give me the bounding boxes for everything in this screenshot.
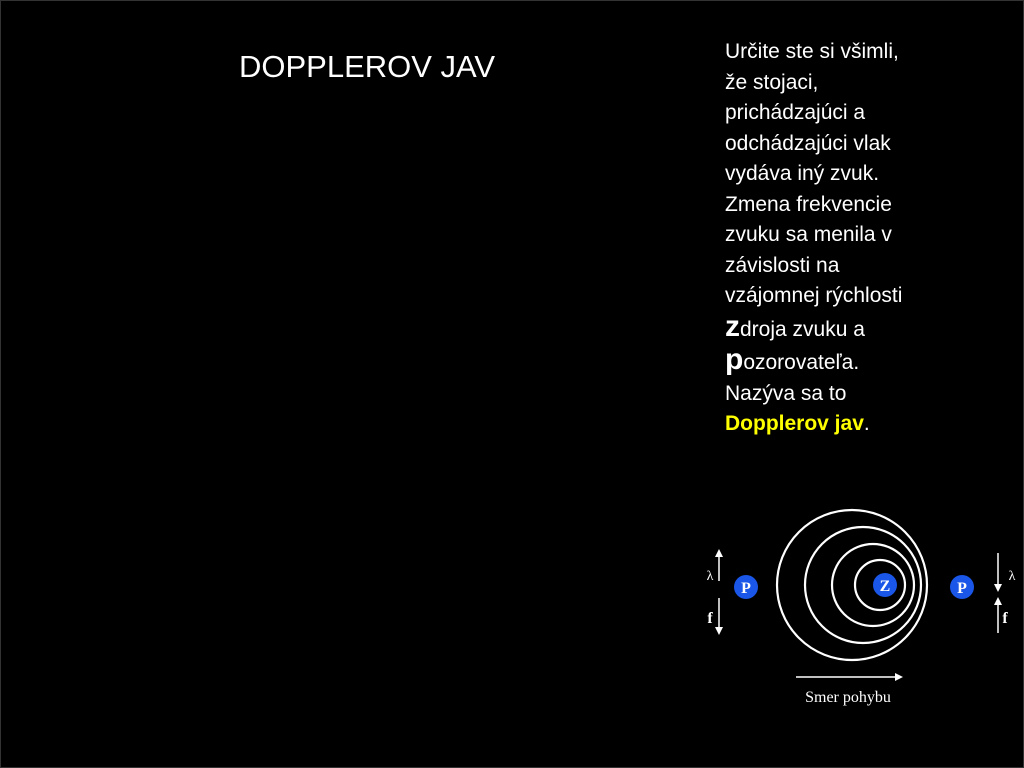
- body-text: [725, 37, 965, 440]
- text-line-1: Určite ste si všimli,: [725, 40, 899, 63]
- text-line-8: závislosti na: [725, 253, 840, 277]
- text-line-5: vydáva iný zvuk.: [725, 162, 880, 185]
- text-line-13: [725, 409, 965, 440]
- text-line-12: Nazýva sa to: [725, 381, 847, 405]
- observer-right-label: P: [957, 580, 967, 597]
- slide-title: DOPPLEROV JAV: [239, 49, 496, 84]
- text-line-3: prichádzajúci a: [725, 101, 866, 124]
- doppler-diagram-svg: [691, 491, 1024, 711]
- observer-left-label: P: [741, 580, 751, 597]
- text-line-9: vzájomnej rýchlosti: [725, 284, 903, 307]
- text-line-4: odchádzajúci vlak: [725, 131, 891, 155]
- freq-left-label: f: [707, 610, 713, 627]
- text-line-6: Zmena frekvencie: [725, 192, 892, 216]
- highlight-term: Dopplerov jav: [725, 412, 864, 435]
- doppler-diagram: [691, 491, 1024, 711]
- lambda-right-label: λ: [1008, 569, 1016, 584]
- big-initial-z: z: [725, 309, 740, 343]
- text-line-7: zvuku sa menila v: [725, 223, 892, 246]
- text-line-11: [725, 345, 965, 379]
- direction-label: Smer pohybu: [805, 689, 891, 706]
- lambda-left-label: λ: [706, 569, 714, 584]
- big-initial-p: p: [725, 343, 744, 376]
- text-line-11-rest: ozorovateľa.: [743, 351, 860, 374]
- text-line-2: že stojaci,: [725, 70, 819, 94]
- freq-right-label: f: [1002, 610, 1008, 627]
- term-period: .: [863, 412, 870, 435]
- text-line-10: [725, 309, 965, 346]
- text-line-10-rest: droja zvuku a: [740, 317, 865, 341]
- source-label: Z: [879, 578, 891, 595]
